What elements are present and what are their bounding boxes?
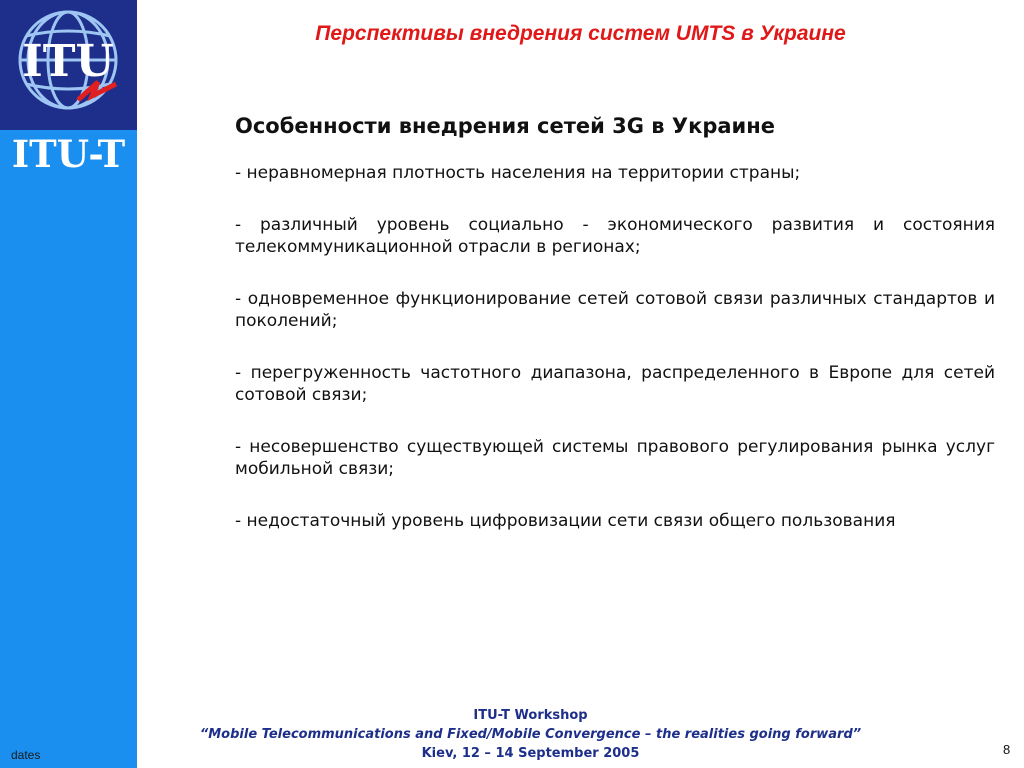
- slide-heading: Особенности внедрения сетей 3G в Украине: [235, 114, 776, 138]
- footer-location-date: Kiev, 12 – 14 September 2005: [421, 746, 640, 761]
- bullet-paragraph: - различный уровень социально - экономического развития и состояния телекоммуникационной отрасли в регионах;: [235, 215, 995, 257]
- bullet-paragraph: - перегруженность частотного диапазона, распределенного в Европе для сетей сотовой связи;: [235, 363, 995, 405]
- dates-label: dates: [11, 748, 41, 762]
- slide-title: Перспективы внедрения систем UMTS в Украине: [315, 22, 846, 45]
- sidebar-brand: ITU-T: [11, 132, 126, 176]
- footer-workshop: ITU-T Workshop: [473, 708, 588, 723]
- itu-logo: [0, 0, 137, 130]
- footer-workshop-title: “Mobile Telecommunications and Fixed/Mobile Convergence – the realities going forward”: [199, 727, 862, 742]
- sidebar: [0, 0, 137, 768]
- logo-text: ITU: [22, 36, 114, 87]
- page-number: 8: [1003, 742, 1011, 757]
- bullet-paragraph: - одновременное функционирование сетей сотовой связи различных стандартов и поколений;: [235, 289, 995, 331]
- bullet-paragraph: - недостаточный уровень цифровизации сети связи общего пользования: [235, 511, 896, 531]
- bullet-paragraph: - несовершенство существующей системы правового регулирования рынка услуг мобильной связи;: [235, 437, 995, 479]
- itu-globe-logo-icon: [0, 0, 137, 130]
- footer: [137, 706, 924, 763]
- slide-content: [235, 112, 995, 562]
- bullet-paragraph: - неравномерная плотность населения на территории страны;: [235, 163, 801, 183]
